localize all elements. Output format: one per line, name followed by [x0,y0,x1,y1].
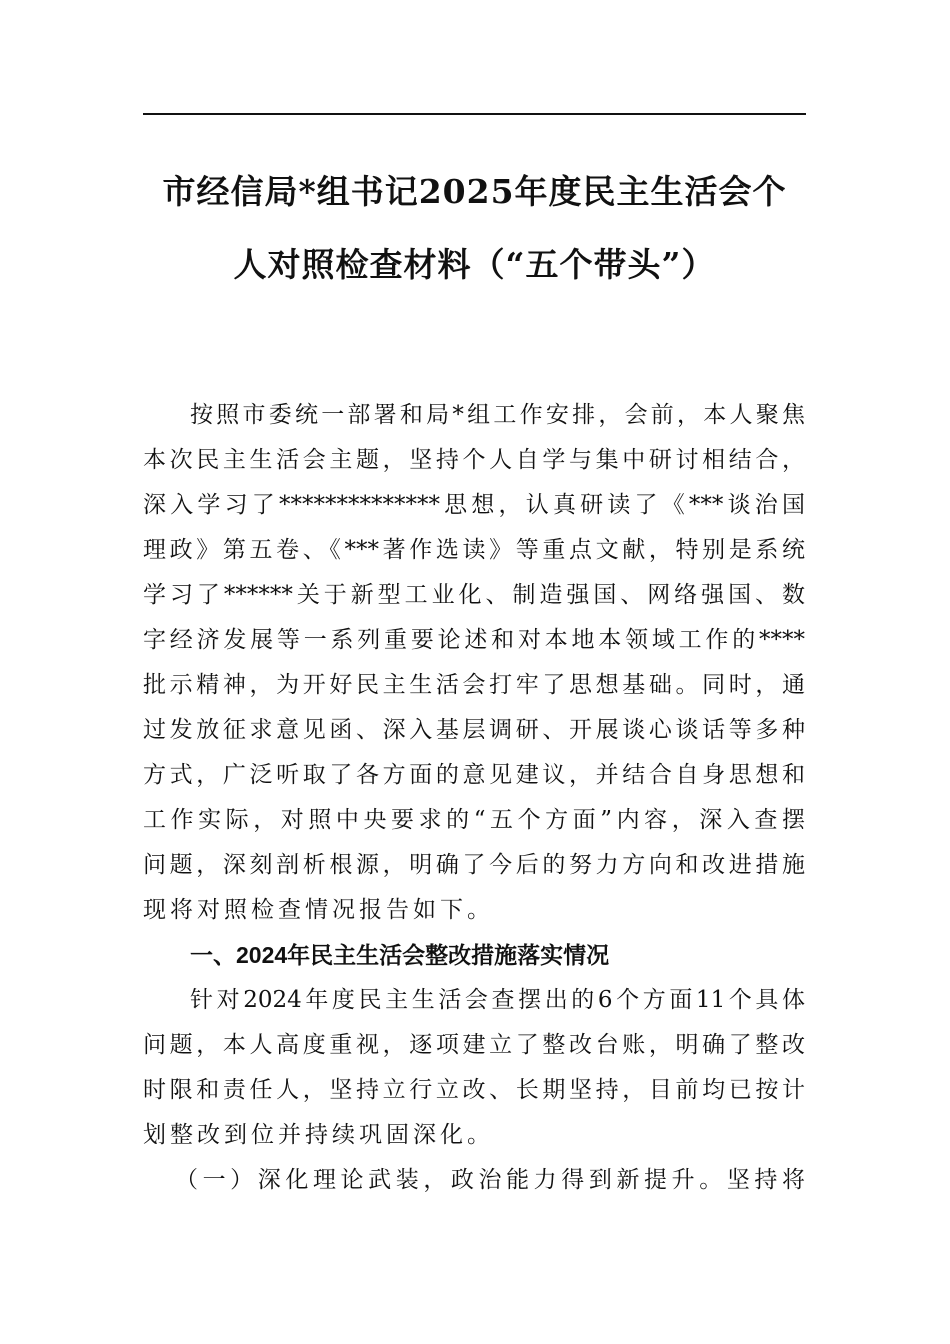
intro-line: 按照市委统一部署和局*组工作安排，会前，本人聚焦 [190,402,805,428]
intro-line: 批示精神，为开好民主生活会打牢了思想基础。同时，通 [143,672,805,698]
intro-line: 方式，广泛听取了各方面的意见建议，并结合自身思想和 [143,762,805,788]
intro-line: 工作实际，对照中央要求的“五个方面”内容，深入查摆 [143,807,805,833]
section-line: 划整改到位并持续巩固深化。 [143,1122,494,1148]
intro-line: 本次民主生活会主题，坚持个人自学与集中研讨相结合， [143,447,805,473]
intro-line: 问题，深刻剖析根源，明确了今后的努力方向和改进措施 [143,852,805,878]
subsection-line: （一）深化理论武装，政治能力得到新提升。坚持将 [175,1167,805,1193]
document-title-line-1: 市经信局*组书记2025年度民主生活会个 [162,172,787,211]
section-heading: 一、2024年民主生活会整改措施落实情况 [190,942,610,968]
intro-line: 现将对照检查情况报告如下。 [143,897,494,923]
section-line: 问题，本人高度重视，逐项建立了整改台账，明确了整改 [143,1032,805,1058]
section-line: 针对2024年度民主生活会查摆出的6个方面11个具体 [190,987,805,1013]
section-line: 时限和责任人，坚持立行立改、长期坚持，目前均已按计 [143,1077,805,1103]
intro-line: 过发放征求意见函、深入基层调研、开展谈心谈话等多种 [143,717,805,743]
intro-line: 学习了******关于新型工业化、制造强国、网络强国、数 [143,582,805,608]
intro-line: 理政》第五卷、《***著作选读》等重点文献，特别是系统 [143,537,805,563]
header-rule [143,113,806,115]
intro-line: 字经济发展等一系列重要论述和对本地本领域工作的**** [143,627,805,653]
intro-line: 深入学习了**************思想，认真研读了《***谈治国 [143,492,805,518]
document-title-line-2: 人对照检查材料（“五个带头”） [233,245,716,284]
